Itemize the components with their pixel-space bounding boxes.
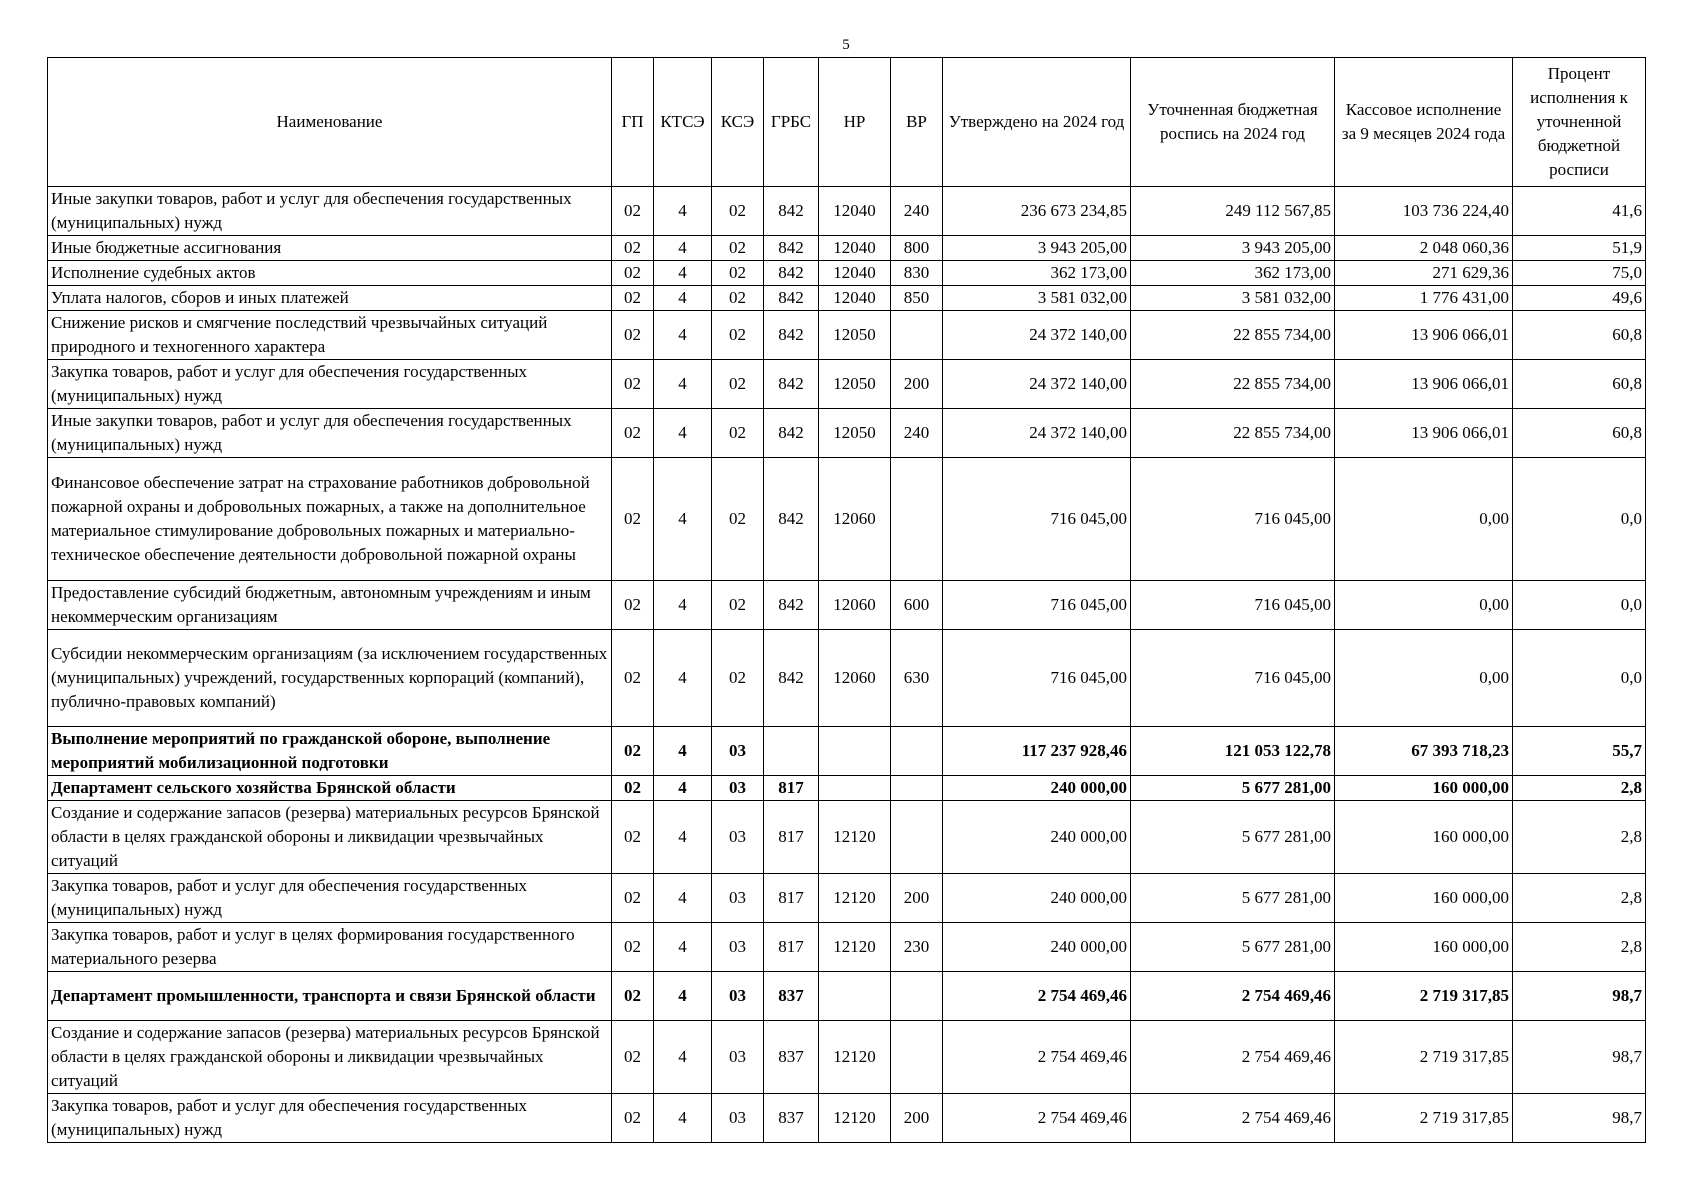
table-row [48, 801, 1646, 874]
cell-name: Выполнение мероприятий по гражданской обороне, выполнение мероприятий мобилизационной подготовки [48, 727, 612, 776]
cell-nr: 12120 [819, 923, 891, 972]
cell-ktse: 4 [654, 630, 712, 727]
table-row [48, 630, 1646, 727]
cell-ktse: 4 [654, 801, 712, 874]
cell-cash: 67 393 718,23 [1335, 727, 1513, 776]
cell-refined: 716 045,00 [1131, 581, 1335, 630]
cell-cash: 0,00 [1335, 630, 1513, 727]
cell-name: Иные бюджетные ассигнования [48, 236, 612, 261]
cell-kse: 02 [712, 261, 764, 286]
cell-vr: 240 [891, 187, 943, 236]
cell-name: Департамент промышленности, транспорта и связи Брянской области [48, 972, 612, 1021]
cell-approved: 3 943 205,00 [943, 236, 1131, 261]
cell-ktse: 4 [654, 581, 712, 630]
header-approved: Утверждено на 2024 год [943, 58, 1131, 187]
cell-vr: 850 [891, 286, 943, 311]
cell-kse: 03 [712, 1021, 764, 1094]
cell-gp: 02 [612, 727, 654, 776]
cell-refined: 249 112 567,85 [1131, 187, 1335, 236]
cell-nr: 12040 [819, 236, 891, 261]
cell-refined: 716 045,00 [1131, 458, 1335, 581]
cell-approved: 2 754 469,46 [943, 972, 1131, 1021]
cell-kse: 02 [712, 630, 764, 727]
cell-ktse: 4 [654, 311, 712, 360]
cell-percent: 98,7 [1513, 972, 1646, 1021]
cell-ktse: 4 [654, 261, 712, 286]
cell-name: Финансовое обеспечение затрат на страхование работников добровольной пожарной охраны и добровольных пожарных, а также на дополнительное материальное стимулирование добровольных пожарных и материально-техническое обеспечение деятельности добровольной пожарной охраны [48, 458, 612, 581]
header-cash: Кассовое исполнение за 9 месяцев 2024 года [1335, 58, 1513, 187]
cell-cash: 0,00 [1335, 458, 1513, 581]
cell-percent: 51,9 [1513, 236, 1646, 261]
cell-name: Закупка товаров, работ и услуг для обеспечения государственных (муниципальных) нужд [48, 1094, 612, 1143]
cell-kse: 02 [712, 458, 764, 581]
cell-name: Создание и содержание запасов (резерва) материальных ресурсов Брянской области в целях гражданской обороны и ликвидации чрезвычайных ситуаций [48, 801, 612, 874]
cell-approved: 24 372 140,00 [943, 360, 1131, 409]
cell-vr [891, 972, 943, 1021]
cell-grbs: 842 [764, 360, 819, 409]
cell-ktse: 4 [654, 360, 712, 409]
table-header-row [48, 58, 1646, 187]
cell-percent: 60,8 [1513, 360, 1646, 409]
cell-refined: 121 053 122,78 [1131, 727, 1335, 776]
cell-cash: 2 048 060,36 [1335, 236, 1513, 261]
cell-gp: 02 [612, 630, 654, 727]
cell-nr [819, 776, 891, 801]
cell-refined: 5 677 281,00 [1131, 874, 1335, 923]
cell-ktse: 4 [654, 236, 712, 261]
cell-percent: 2,8 [1513, 776, 1646, 801]
cell-approved: 716 045,00 [943, 630, 1131, 727]
cell-refined: 22 855 734,00 [1131, 311, 1335, 360]
cell-cash: 160 000,00 [1335, 776, 1513, 801]
header-refined: Уточненная бюджетная роспись на 2024 год [1131, 58, 1335, 187]
cell-ktse: 4 [654, 776, 712, 801]
cell-approved: 716 045,00 [943, 458, 1131, 581]
cell-cash: 2 719 317,85 [1335, 972, 1513, 1021]
table-row [48, 261, 1646, 286]
table-row [48, 286, 1646, 311]
cell-ktse: 4 [654, 1094, 712, 1143]
cell-gp: 02 [612, 458, 654, 581]
cell-kse: 03 [712, 727, 764, 776]
cell-vr: 230 [891, 923, 943, 972]
cell-vr [891, 776, 943, 801]
cell-gp: 02 [612, 236, 654, 261]
cell-nr: 12040 [819, 286, 891, 311]
cell-kse: 02 [712, 360, 764, 409]
cell-kse: 03 [712, 776, 764, 801]
cell-approved: 24 372 140,00 [943, 311, 1131, 360]
cell-vr [891, 458, 943, 581]
cell-approved: 2 754 469,46 [943, 1094, 1131, 1143]
cell-grbs: 842 [764, 311, 819, 360]
cell-grbs: 842 [764, 409, 819, 458]
cell-nr: 12060 [819, 458, 891, 581]
cell-vr: 200 [891, 360, 943, 409]
cell-gp: 02 [612, 1021, 654, 1094]
cell-name: Уплата налогов, сборов и иных платежей [48, 286, 612, 311]
cell-name: Субсидии некоммерческим организациям (за исключением государственных (муниципальных) учреждений, государственных корпораций (компаний), публично-правовых компаний) [48, 630, 612, 727]
cell-nr [819, 972, 891, 1021]
cell-name: Исполнение судебных актов [48, 261, 612, 286]
cell-nr [819, 727, 891, 776]
cell-grbs: 837 [764, 1094, 819, 1143]
cell-grbs: 817 [764, 776, 819, 801]
cell-name: Закупка товаров, работ и услуг в целях формирования государственного материального резерва [48, 923, 612, 972]
cell-approved: 240 000,00 [943, 801, 1131, 874]
cell-refined: 5 677 281,00 [1131, 801, 1335, 874]
cell-vr: 240 [891, 409, 943, 458]
cell-kse: 02 [712, 286, 764, 311]
cell-gp: 02 [612, 923, 654, 972]
table-row [48, 581, 1646, 630]
cell-approved: 24 372 140,00 [943, 409, 1131, 458]
header-kse: КСЭ [712, 58, 764, 187]
cell-nr: 12120 [819, 801, 891, 874]
header-ktse: КТСЭ [654, 58, 712, 187]
cell-name: Снижение рисков и смягчение последствий чрезвычайных ситуаций природного и техногенного характера [48, 311, 612, 360]
cell-approved: 2 754 469,46 [943, 1021, 1131, 1094]
cell-name: Закупка товаров, работ и услуг для обеспечения государственных (муниципальных) нужд [48, 360, 612, 409]
header-percent: Процент исполнения к уточненной бюджетной росписи [1513, 58, 1646, 187]
cell-vr: 200 [891, 1094, 943, 1143]
cell-percent: 2,8 [1513, 923, 1646, 972]
page-number: 5 [842, 37, 850, 53]
cell-refined: 2 754 469,46 [1131, 1021, 1335, 1094]
cell-cash: 160 000,00 [1335, 923, 1513, 972]
cell-kse: 02 [712, 311, 764, 360]
cell-name: Закупка товаров, работ и услуг для обеспечения государственных (муниципальных) нужд [48, 874, 612, 923]
table-row [48, 409, 1646, 458]
cell-approved: 117 237 928,46 [943, 727, 1131, 776]
cell-name: Создание и содержание запасов (резерва) материальных ресурсов Брянской области в целях гражданской обороны и ликвидации чрезвычайных ситуаций [48, 1021, 612, 1094]
table-row [48, 776, 1646, 801]
cell-kse: 02 [712, 187, 764, 236]
cell-gp: 02 [612, 581, 654, 630]
cell-nr: 12060 [819, 630, 891, 727]
cell-name: Предоставление субсидий бюджетным, автономным учреждениям и иным некоммерческим организациям [48, 581, 612, 630]
table-row [48, 360, 1646, 409]
cell-cash: 271 629,36 [1335, 261, 1513, 286]
cell-percent: 60,8 [1513, 311, 1646, 360]
cell-percent: 41,6 [1513, 187, 1646, 236]
cell-vr: 630 [891, 630, 943, 727]
cell-grbs: 842 [764, 630, 819, 727]
cell-ktse: 4 [654, 286, 712, 311]
cell-nr: 12120 [819, 1021, 891, 1094]
cell-cash: 2 719 317,85 [1335, 1021, 1513, 1094]
cell-ktse: 4 [654, 874, 712, 923]
cell-grbs: 837 [764, 1021, 819, 1094]
cell-approved: 3 581 032,00 [943, 286, 1131, 311]
cell-gp: 02 [612, 874, 654, 923]
budget-table [47, 57, 1646, 1143]
table-row [48, 1021, 1646, 1094]
cell-refined: 3 581 032,00 [1131, 286, 1335, 311]
cell-ktse: 4 [654, 187, 712, 236]
cell-kse: 03 [712, 1094, 764, 1143]
cell-vr [891, 801, 943, 874]
cell-gp: 02 [612, 261, 654, 286]
table-row [48, 972, 1646, 1021]
cell-ktse: 4 [654, 458, 712, 581]
cell-nr: 12060 [819, 581, 891, 630]
cell-grbs: 817 [764, 801, 819, 874]
cell-percent: 2,8 [1513, 874, 1646, 923]
cell-ktse: 4 [654, 923, 712, 972]
table-row [48, 727, 1646, 776]
cell-gp: 02 [612, 776, 654, 801]
cell-kse: 03 [712, 801, 764, 874]
cell-ktse: 4 [654, 1021, 712, 1094]
cell-percent: 60,8 [1513, 409, 1646, 458]
cell-cash: 0,00 [1335, 581, 1513, 630]
cell-cash: 1 776 431,00 [1335, 286, 1513, 311]
cell-refined: 3 943 205,00 [1131, 236, 1335, 261]
cell-grbs: 842 [764, 286, 819, 311]
table-row [48, 311, 1646, 360]
cell-grbs: 842 [764, 458, 819, 581]
cell-name: Иные закупки товаров, работ и услуг для обеспечения государственных (муниципальных) нужд [48, 409, 612, 458]
cell-refined: 716 045,00 [1131, 630, 1335, 727]
cell-refined: 2 754 469,46 [1131, 972, 1335, 1021]
cell-nr: 12050 [819, 409, 891, 458]
cell-gp: 02 [612, 286, 654, 311]
cell-ktse: 4 [654, 727, 712, 776]
table-row [48, 236, 1646, 261]
cell-vr [891, 727, 943, 776]
header-name: Наименование [48, 58, 612, 187]
cell-gp: 02 [612, 1094, 654, 1143]
cell-gp: 02 [612, 409, 654, 458]
cell-refined: 5 677 281,00 [1131, 776, 1335, 801]
cell-kse: 03 [712, 874, 764, 923]
cell-approved: 240 000,00 [943, 776, 1131, 801]
cell-kse: 03 [712, 972, 764, 1021]
cell-approved: 240 000,00 [943, 923, 1131, 972]
cell-grbs: 842 [764, 187, 819, 236]
cell-cash: 13 906 066,01 [1335, 409, 1513, 458]
cell-percent: 98,7 [1513, 1021, 1646, 1094]
cell-kse: 02 [712, 581, 764, 630]
cell-gp: 02 [612, 187, 654, 236]
cell-grbs: 837 [764, 972, 819, 1021]
cell-grbs: 842 [764, 581, 819, 630]
cell-vr: 800 [891, 236, 943, 261]
table-row [48, 458, 1646, 581]
cell-ktse: 4 [654, 972, 712, 1021]
cell-vr: 200 [891, 874, 943, 923]
cell-percent: 0,0 [1513, 581, 1646, 630]
table-row [48, 187, 1646, 236]
cell-grbs: 842 [764, 236, 819, 261]
cell-gp: 02 [612, 801, 654, 874]
cell-approved: 240 000,00 [943, 874, 1131, 923]
cell-ktse: 4 [654, 409, 712, 458]
cell-nr: 12040 [819, 187, 891, 236]
table-body [48, 187, 1646, 1143]
cell-refined: 2 754 469,46 [1131, 1094, 1335, 1143]
cell-grbs: 842 [764, 261, 819, 286]
cell-cash: 13 906 066,01 [1335, 360, 1513, 409]
cell-cash: 160 000,00 [1335, 801, 1513, 874]
cell-gp: 02 [612, 360, 654, 409]
cell-gp: 02 [612, 972, 654, 1021]
cell-approved: 362 173,00 [943, 261, 1131, 286]
cell-grbs: 817 [764, 874, 819, 923]
cell-refined: 22 855 734,00 [1131, 360, 1335, 409]
header-grbs: ГРБС [764, 58, 819, 187]
header-vr: ВР [891, 58, 943, 187]
cell-name: Департамент сельского хозяйства Брянской области [48, 776, 612, 801]
cell-vr: 600 [891, 581, 943, 630]
cell-refined: 22 855 734,00 [1131, 409, 1335, 458]
table-row [48, 874, 1646, 923]
cell-grbs [764, 727, 819, 776]
cell-kse: 02 [712, 236, 764, 261]
cell-vr [891, 1021, 943, 1094]
cell-nr: 12050 [819, 311, 891, 360]
cell-nr: 12120 [819, 1094, 891, 1143]
cell-gp: 02 [612, 311, 654, 360]
cell-nr: 12040 [819, 261, 891, 286]
cell-grbs: 817 [764, 923, 819, 972]
cell-percent: 75,0 [1513, 261, 1646, 286]
cell-name: Иные закупки товаров, работ и услуг для обеспечения государственных (муниципальных) нужд [48, 187, 612, 236]
cell-nr: 12120 [819, 874, 891, 923]
cell-nr: 12050 [819, 360, 891, 409]
cell-kse: 02 [712, 409, 764, 458]
cell-percent: 98,7 [1513, 1094, 1646, 1143]
header-nr: НР [819, 58, 891, 187]
cell-approved: 236 673 234,85 [943, 187, 1131, 236]
table-row [48, 1094, 1646, 1143]
header-gp: ГП [612, 58, 654, 187]
cell-refined: 5 677 281,00 [1131, 923, 1335, 972]
cell-vr [891, 311, 943, 360]
cell-percent: 2,8 [1513, 801, 1646, 874]
cell-refined: 362 173,00 [1131, 261, 1335, 286]
cell-vr: 830 [891, 261, 943, 286]
cell-cash: 13 906 066,01 [1335, 311, 1513, 360]
cell-cash: 160 000,00 [1335, 874, 1513, 923]
cell-cash: 103 736 224,40 [1335, 187, 1513, 236]
cell-percent: 55,7 [1513, 727, 1646, 776]
cell-percent: 49,6 [1513, 286, 1646, 311]
cell-percent: 0,0 [1513, 630, 1646, 727]
table-row [48, 923, 1646, 972]
cell-approved: 716 045,00 [943, 581, 1131, 630]
cell-kse: 03 [712, 923, 764, 972]
cell-percent: 0,0 [1513, 458, 1646, 581]
cell-cash: 2 719 317,85 [1335, 1094, 1513, 1143]
